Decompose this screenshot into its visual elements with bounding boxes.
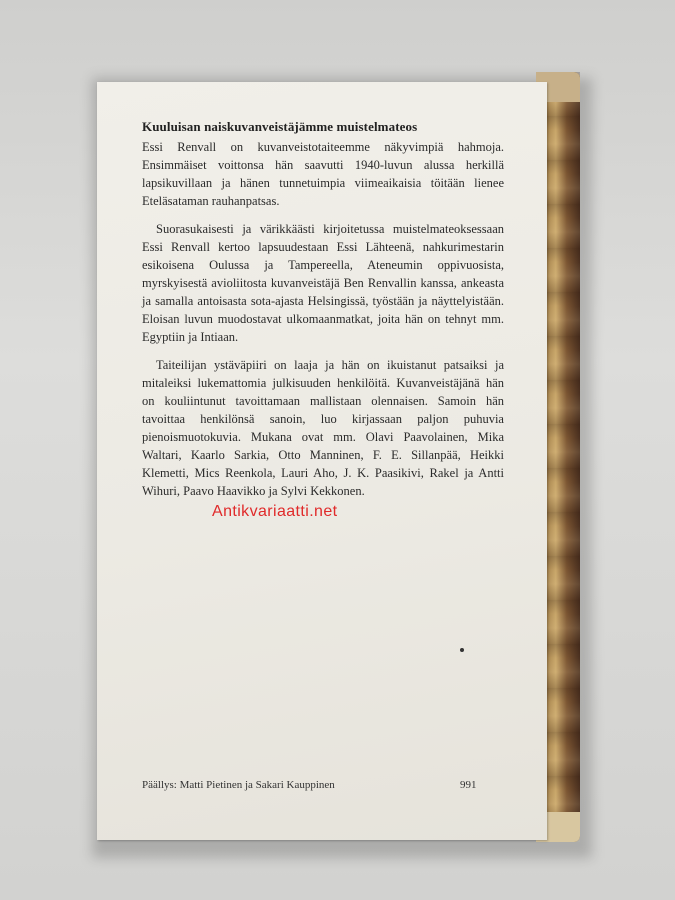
blurb-paragraph-1: Essi Renvall on kuvanveistotaiteemme näkyvimpiä hahmoja. Ensimmäiset voittonsa hän saavutti 1940-luvun alussa herkillä lapsikuvillaan ja hänen tunnetuimpia viimeaikaisia töitään lienee Eteläsataman rauhanpatsas. — [142, 140, 504, 208]
watermark: Antikvariaatti.net — [212, 503, 338, 520]
cover-credit: Päällys: Matti Pietinen ja Sakari Kauppinen — [142, 779, 335, 791]
back-cover — [97, 82, 547, 840]
blurb-text — [142, 138, 504, 510]
product-code: 991 — [460, 779, 477, 791]
cover-heading: Kuuluisan naiskuvanveistäjämme muistelmateos — [142, 119, 418, 134]
blurb-paragraph-2: Suorasukaisesti ja värikkäästi kirjoitetussa muistelmateoksessaan Essi Renvall kertoo lapsuudestaan Essi Lähteenä, nahkurimestarin esikoisena Oulussa ja Tampereella, Ateneumin oppivuosista, myrskyisestä avioliitosta kuvanveistäjä Ben Renvallin kanssa, ankeasta ja samalla antoisasta sota-ajasta Helsingissä, työstään ja näyttelyistään. Eloisan luvun muodostavat ulkomaanmatkat, joita hän on tehnyt mm. Egyptiin ja Intiaan. — [142, 222, 504, 344]
print-dot — [460, 648, 464, 652]
blurb-paragraph-3: Taiteilijan ystäväpiiri on laaja ja hän on ikuistanut patsaiksi ja mitaleiksi lukemattomia julkisuuden henkilöitä. Kuvanveistäjänä hän on kouliintunut tavoittamaan mallistaan olennaisen. Samoin hän tavoittaa henkilönsä sanoin, luo kirjassaan paljon puhuvia pienoismuotokuvia. Mukana ovat mm. Olavi Paavolainen, Mika Waltari, Kaarlo Sarkia, Otto Manninen, F. E. Sillanpää, Heikki Klemetti, Mics Reenkola, Lauri Aho, J. K. Paasikivi, Rakel ja Antti Wihuri, Paavo Haavikko ja Sylvi Kekkonen. — [142, 358, 504, 498]
